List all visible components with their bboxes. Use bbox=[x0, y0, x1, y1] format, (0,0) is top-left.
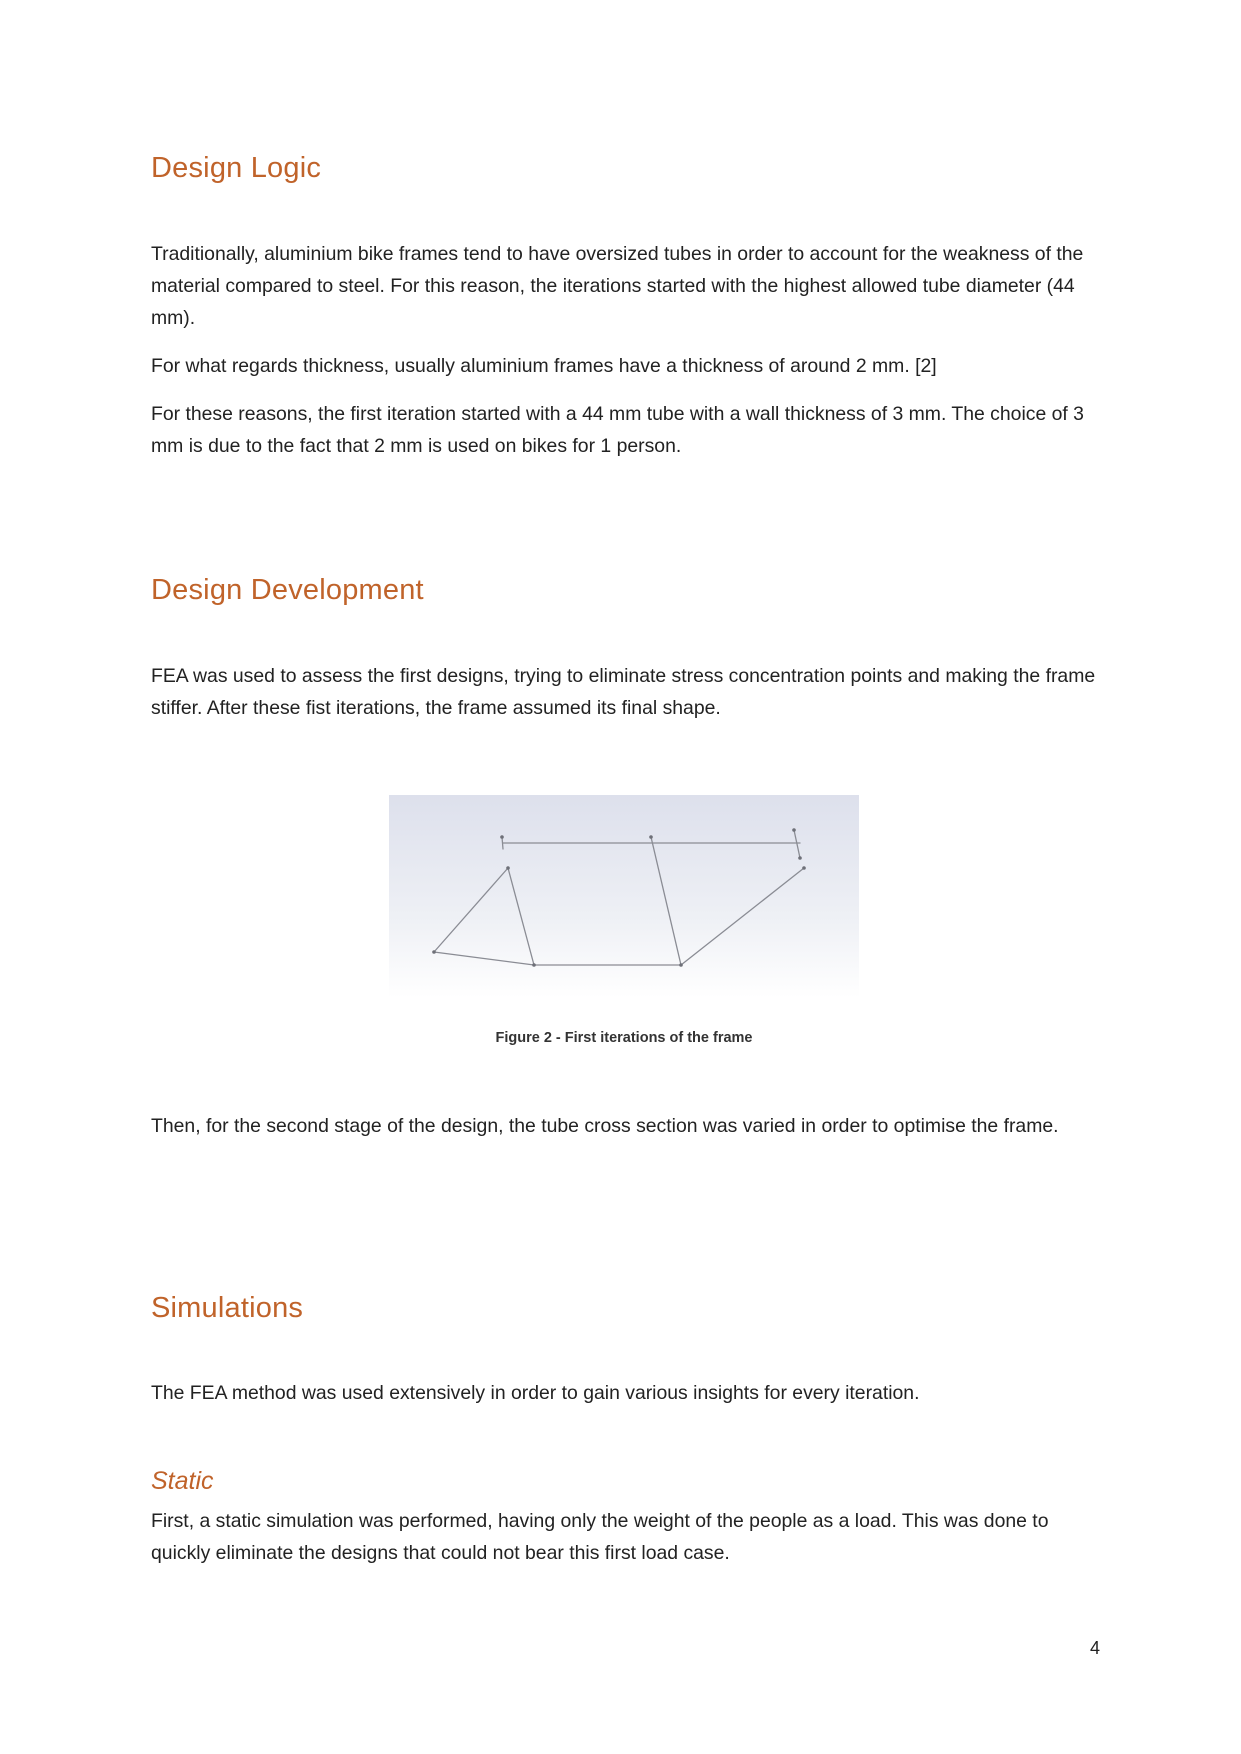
heading-design-development: Design Development bbox=[151, 574, 424, 606]
heading-design-logic: Design Logic bbox=[151, 152, 322, 184]
joint bbox=[506, 866, 510, 870]
paragraph-design-development-2: Then, for the second stage of the design, the tube cross section was varied in order to optimise the frame. bbox=[151, 1115, 1059, 1137]
joint bbox=[802, 866, 806, 870]
joint bbox=[649, 835, 653, 839]
subheading-static: Static bbox=[151, 1467, 214, 1495]
figure-background bbox=[389, 795, 859, 998]
joint bbox=[679, 963, 683, 967]
joint bbox=[532, 963, 536, 967]
paragraph-static: First, a static simulation was performed, having only the weight of the people as a load. This was done to quickly eliminate the designs that could not bear this first load case. bbox=[151, 1510, 1049, 1564]
figure-caption: Figure 2 - First iterations of the frame bbox=[495, 1030, 753, 1046]
paragraph-design-logic-1: Traditionally, aluminium bike frames tend to have oversized tubes in order to account for the weakness of the material compared to steel. For this reason, the iterations started with the highest allowed tube diameter (44 mm). bbox=[151, 243, 1084, 329]
heading-simulations: Simulations bbox=[151, 1292, 304, 1324]
frame-wireframe-image bbox=[389, 795, 859, 998]
joint bbox=[500, 835, 504, 839]
page-number: 4 bbox=[1089, 1638, 1100, 1658]
paragraph-design-development-1: FEA was used to assess the first designs, trying to eliminate stress concentration points and making the frame stiffer. After these fist iterations, the frame assumed its final shape. bbox=[151, 665, 1096, 719]
paragraph-design-logic-3: For these reasons, the first iteration started with a 44 mm tube with a wall thickness of 3 mm. The choice of 3 mm is due to the fact that 2 mm is used on bikes for 1 person. bbox=[151, 403, 1084, 457]
joint bbox=[792, 828, 796, 832]
paragraph-design-logic-2: For what regards thickness, usually aluminium frames have a thickness of around 2 mm. [2] bbox=[151, 355, 937, 377]
frame-iteration-figure bbox=[389, 795, 859, 998]
paragraph-simulations-1: The FEA method was used extensively in order to gain various insights for every iteration. bbox=[151, 1382, 920, 1404]
joint bbox=[798, 856, 802, 860]
joint bbox=[432, 950, 436, 954]
